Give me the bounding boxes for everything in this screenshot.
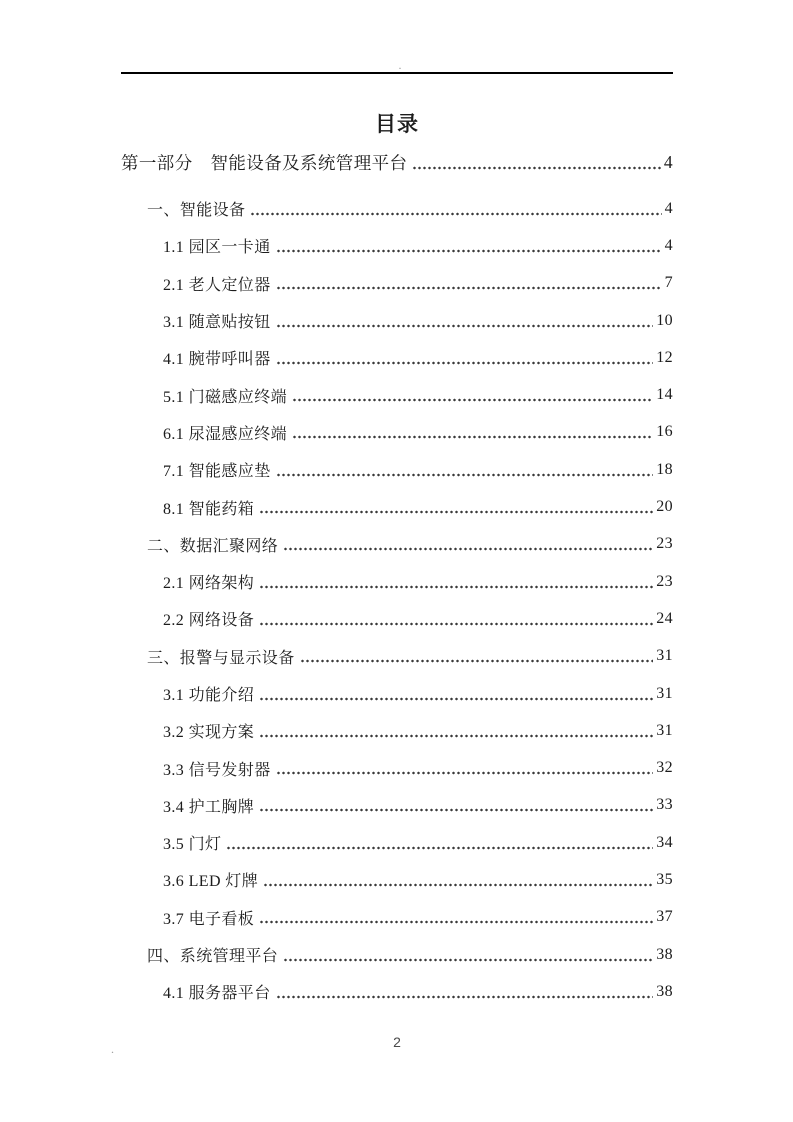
toc-entry-label: 6.1 尿湿感应终端 [163, 425, 288, 443]
toc-leader-dots [300, 648, 654, 664]
toc-leader-dots [259, 686, 653, 702]
toc-leader-dots [276, 984, 654, 1000]
toc-entry-label: 第一部分 智能设备及系统管理平台 [121, 152, 408, 173]
toc-entry-page: 4 [664, 199, 673, 217]
toc-entry-label: 8.1 智能药箱 [163, 500, 255, 518]
toc-entry[interactable] [121, 265, 673, 302]
toc-entry[interactable] [121, 749, 673, 786]
toc-entry-label: 4.1 腕带呼叫器 [163, 351, 271, 369]
toc-entry-label: 3.2 实现方案 [163, 724, 255, 742]
toc-leader-dots [259, 574, 653, 590]
toc-leader-dots [283, 536, 653, 552]
toc-leader-dots [226, 835, 653, 851]
toc-entry-label: 3.6 LED 灯牌 [163, 873, 259, 891]
toc-entry-label: 一、智能设备 [147, 202, 246, 220]
toc-entry[interactable] [121, 824, 673, 861]
toc-entry-page: 35 [656, 870, 673, 888]
toc-entry-page: 7 [664, 274, 673, 292]
toc-title: 目录 [375, 112, 419, 136]
toc-entry[interactable] [121, 712, 673, 749]
toc-entry[interactable] [121, 973, 673, 1010]
toc-entry-label: 1.1 园区一卡通 [163, 239, 271, 257]
toc-entry-page: 4 [664, 236, 673, 254]
toc-entry[interactable] [121, 675, 673, 712]
toc-entry-page: 23 [656, 572, 673, 590]
toc-entry-page: 32 [656, 759, 673, 777]
toc-entry-page: 31 [656, 721, 673, 739]
toc-entry[interactable] [121, 451, 673, 488]
footer-page-number: 2 [393, 1034, 401, 1050]
toc-entry-label: 四、系统管理平台 [147, 948, 279, 966]
toc-leader-dots [259, 611, 653, 627]
toc-entry-page: 12 [656, 348, 673, 366]
toc-entry-page: 31 [656, 684, 673, 702]
toc-entry[interactable] [121, 376, 673, 413]
toc-leader-dots [263, 872, 653, 888]
header-divider [121, 72, 673, 74]
toc-leader-dots [276, 275, 662, 291]
toc-entry-page: 33 [656, 796, 673, 814]
toc-entry-label: 2.1 网络架构 [163, 575, 255, 593]
toc-entry-label: 3.1 随意贴按钮 [163, 314, 271, 332]
toc-entry-page: 38 [656, 945, 673, 963]
toc-leader-dots [259, 797, 653, 813]
toc-entry[interactable] [121, 787, 673, 824]
toc-entry[interactable] [121, 936, 673, 973]
toc-entry-page: 34 [656, 833, 673, 851]
toc-entry[interactable] [121, 190, 673, 227]
toc-leader-dots [276, 760, 654, 776]
toc-entry-label: 3.1 功能介绍 [163, 687, 255, 704]
header-stray-dot: . [398, 58, 402, 72]
toc-entry-label: 4.1 服务器平台 [163, 985, 271, 1003]
toc-leader-dots [412, 153, 660, 171]
toc-entry-page: 31 [656, 647, 673, 665]
toc-entry-page: 24 [656, 609, 673, 627]
toc-leader-dots [276, 350, 654, 366]
toc-entry[interactable] [121, 861, 673, 898]
toc-leader-dots [259, 499, 653, 515]
toc-entry-label: 三、报警与显示设备 [147, 649, 295, 667]
toc-leader-dots [259, 909, 653, 925]
toc-leader-dots [276, 462, 654, 478]
toc-entry-page: 37 [656, 908, 673, 926]
toc-entry-page: 10 [656, 311, 673, 329]
toc-entry[interactable] [121, 600, 673, 637]
toc-entry-page: 20 [656, 498, 673, 516]
toc-entry-label: 3.7 电子看板 [163, 910, 255, 928]
toc-entry[interactable] [121, 414, 673, 451]
toc-entry[interactable] [121, 227, 673, 264]
toc-entry-label: 2.2 网络设备 [163, 612, 255, 630]
toc-entry[interactable] [121, 638, 673, 675]
toc-leader-dots [250, 201, 661, 217]
toc-entry[interactable] [121, 488, 673, 525]
toc-entry-label: 3.3 信号发射器 [163, 761, 271, 779]
toc-entry[interactable] [121, 339, 673, 376]
toc-entry[interactable] [121, 143, 673, 181]
toc-entry-label: 7.1 智能感应垫 [163, 463, 271, 481]
toc-leader-dots [276, 313, 654, 329]
toc-leader-dots [283, 947, 653, 963]
toc-entry-page: 16 [656, 423, 673, 441]
toc-entry-page: 38 [656, 982, 673, 1000]
toc-entry[interactable] [121, 526, 673, 563]
toc-entry-label: 3.4 护工胸牌 [163, 798, 255, 816]
footer-stray-dot: . [111, 1042, 114, 1056]
toc-entry-label: 二、数据汇聚网络 [147, 537, 279, 555]
toc-leader-dots [292, 424, 653, 440]
toc-entry-label: 2.1 老人定位器 [163, 276, 271, 294]
toc-entry-label: 3.5 门灯 [163, 836, 222, 854]
toc-entry-page: 14 [656, 386, 673, 404]
toc-entry-page: 23 [656, 535, 673, 553]
toc-leader-dots [292, 387, 653, 403]
toc-entry[interactable] [121, 563, 673, 600]
toc-list [121, 143, 673, 1011]
toc-entry-page: 4 [663, 151, 673, 172]
toc-leader-dots [276, 238, 662, 254]
toc-entry[interactable] [121, 899, 673, 936]
toc-entry-label: 5.1 门磁感应终端 [163, 388, 288, 406]
toc-entry-page: 18 [656, 460, 673, 478]
toc-leader-dots [259, 723, 653, 739]
toc-entry[interactable] [121, 302, 673, 339]
